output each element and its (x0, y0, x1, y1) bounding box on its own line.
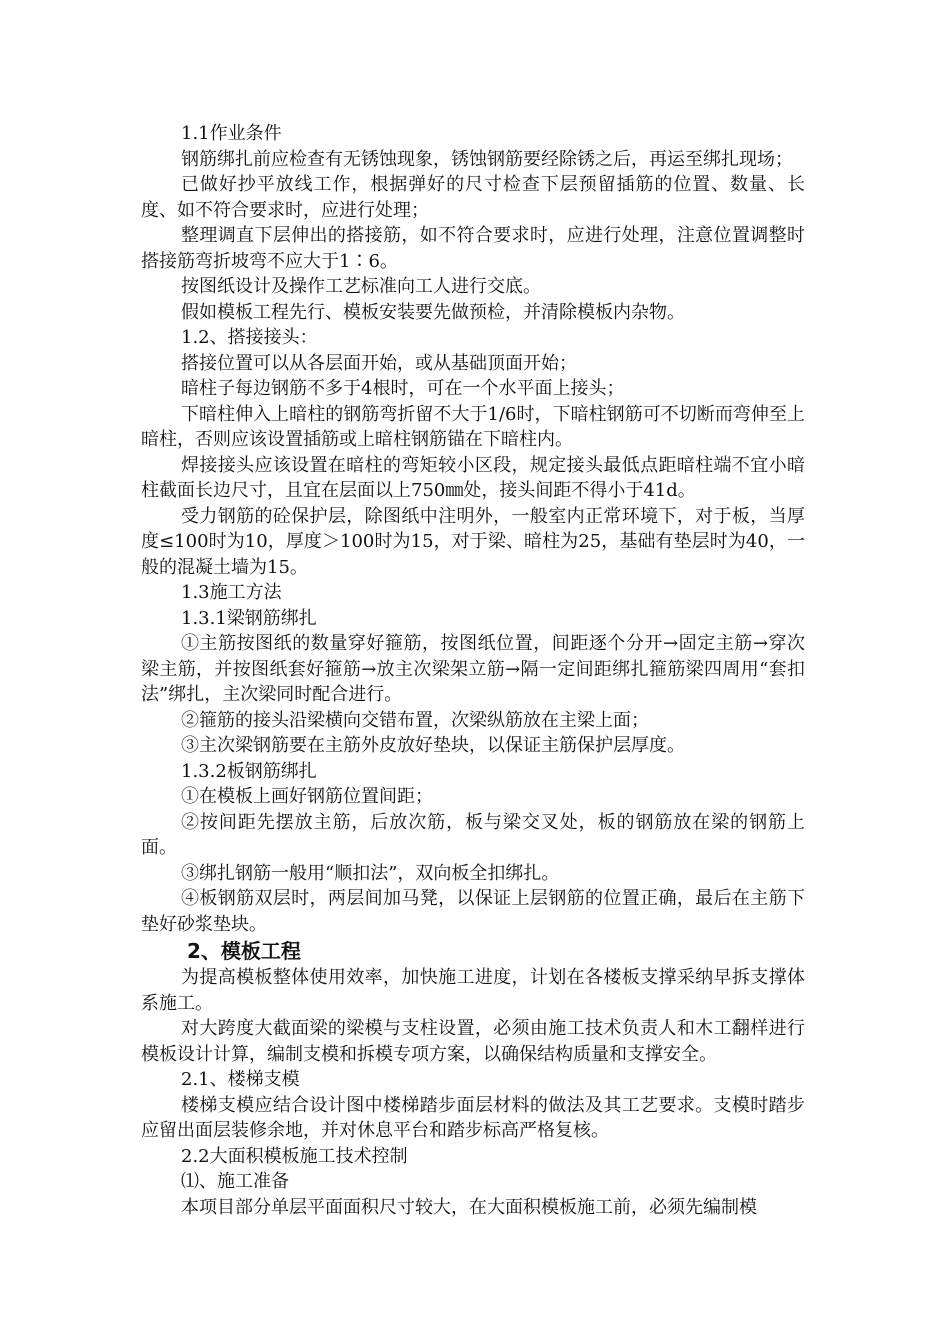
paragraph: 暗柱子每边钢筋不多于4根时，可在一个水平面上接头； (181, 378, 625, 399)
document-body (141, 121, 805, 1220)
list-item: ②箍筋的接头沿梁横向交错布置，次梁纵筋放在主梁上面； (181, 709, 649, 731)
list-item: ④板钢筋双层时，两层间加马凳，以保证上层钢筋的位置正确，最后在主筋下垫好砂浆垫块。 (141, 888, 805, 935)
subsection-heading: ⑴、施工准备 (181, 1171, 289, 1192)
paragraph: 对大跨度大截面梁的梁模与支柱设置，必须由施工技术负责人和木工翻样进行模板设计计算，编制支模和拆模专项方案，以确保结构质量和支撑安全。 (141, 1018, 805, 1065)
paragraph: 按图纸设计及操作工艺标准向工人进行交底。 (181, 276, 541, 297)
paragraph: 整理调直下层伸出的搭接筋，如不符合要求时，应进行处理，注意位置调整时搭接筋弯折坡弯不应大于1∶6。 (141, 225, 805, 272)
list-item: ③绑扎钢筋一般用“顺扣法”，双向板全扣绑扎。 (181, 862, 560, 884)
list-item: ①在模板上画好钢筋位置间距； (181, 786, 433, 807)
section-heading-1-2: 1.2、搭接接头： (181, 327, 318, 348)
paragraph: 搭接位置可以从各层面开始，或从基础顶面开始； (181, 352, 577, 374)
section-heading-1-3-1: 1.3.1梁钢筋绑扎 (181, 607, 317, 629)
paragraph: 本项目部分单层平面面积尺寸较大，在大面积模板施工前，必须先编制模 (181, 1196, 757, 1218)
section-heading-1-3-2: 1.3.2板钢筋绑扎 (181, 760, 317, 782)
paragraph: 钢筋绑扎前应检查有无锈蚀现象，锈蚀钢筋要经除锈之后，再运至绑扎现场； (181, 148, 793, 170)
section-heading-2-2: 2.2大面积模板施工技术控制 (181, 1145, 408, 1167)
paragraph: 楼梯支模应结合设计图中楼梯踏步面层材料的做法及其工艺要求。支模时踏步应留出面层装修余地，并对休息平台和踏步标高严格复核。 (141, 1094, 805, 1141)
chapter-heading-2: 2、模板工程 (187, 939, 301, 963)
section-heading-2-1: 2.1、楼梯支模 (181, 1069, 300, 1090)
section-heading-1-1: 1.1作业条件 (181, 123, 282, 144)
paragraph: 假如模板工程先行、模板安装要先做预检，并清除模板内杂物。 (181, 301, 685, 323)
paragraph: 下暗柱伸入上暗柱的钢筋弯折留不大于1/6时，下暗柱钢筋可不切断而弯伸至上暗柱，否则应该设置插筋或上暗柱钢筋锚在下暗柱内。 (141, 403, 805, 450)
paragraph: 受力钢筋的砼保护层，除图纸中注明外，一般室内正常环境下，对于板，当厚度≤100时为10，厚度＞100时为15，对于梁、暗柱为25，基础有垫层时为40，一般的混凝土墙为15。 (141, 505, 805, 578)
section-heading-1-3: 1.3施工方法 (181, 582, 282, 603)
list-item: ②按间距先摆放主筋，后放次筋，板与梁交叉处，板的钢筋放在梁的钢筋上面。 (141, 811, 805, 858)
list-item: ①主筋按图纸的数量穿好箍筋，按图纸位置，间距逐个分开→固定主筋→穿次梁主筋，并按图纸套好箍筋→放主次梁架立筋→隔一定间距绑扎箍筋梁四周用“套扣法”绑扎，主次梁同时配合进行。 (141, 633, 805, 705)
paragraph: 为提高模板整体使用效率，加快施工进度，计划在各楼板支撑采纳早拆支撑体系施工。 (141, 967, 805, 1014)
paragraph: 已做好抄平放线工作，根据弹好的尺寸检查下层预留插筋的位置、数量、长度、如不符合要求时，应进行处理； (141, 174, 805, 221)
paragraph: 焊接接头应该设置在暗柱的弯矩较小区段，规定接头最低点距暗柱端不宜小暗柱截面长边尺寸，且宜在层面以上750㎜处，接头间距不得小于41d。 (141, 454, 805, 501)
list-item: ③主次梁钢筋要在主筋外皮放好垫块，以保证主筋保护层厚度。 (181, 735, 685, 756)
